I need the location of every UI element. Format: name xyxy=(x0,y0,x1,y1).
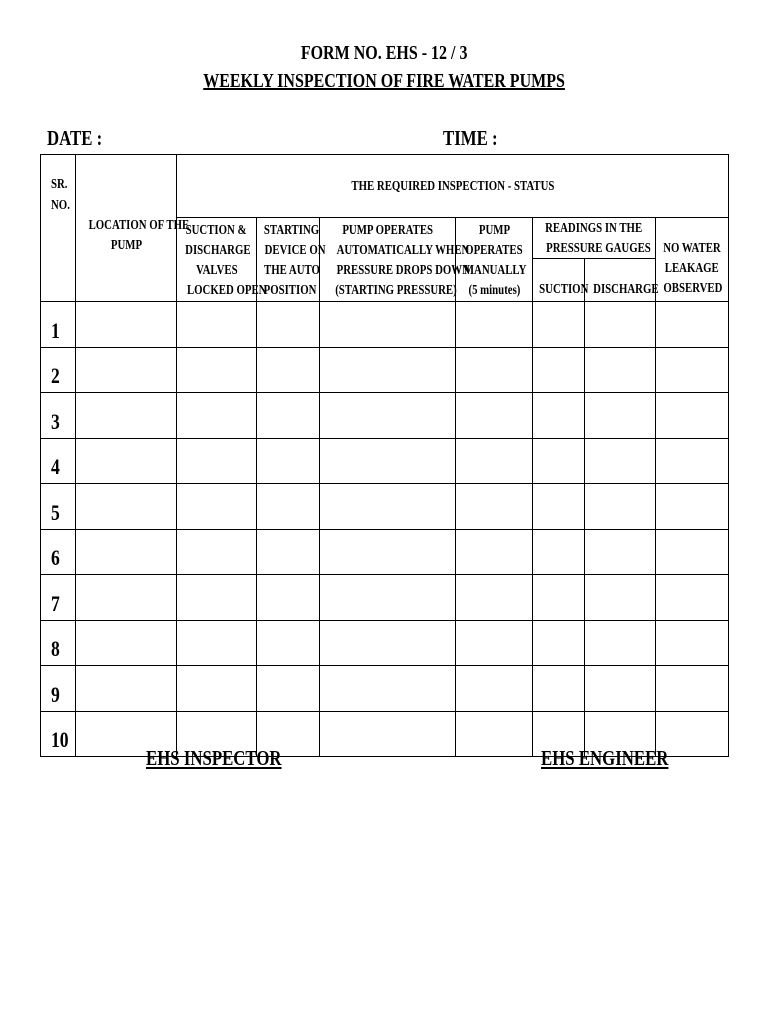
starting-device-cell[interactable] xyxy=(257,620,320,666)
valves-cell[interactable] xyxy=(177,347,257,393)
table-row xyxy=(41,484,729,530)
date-label: DATE : xyxy=(47,126,103,150)
suction-cell[interactable] xyxy=(533,620,585,666)
discharge-cell[interactable] xyxy=(585,347,656,393)
row-number: 10 xyxy=(41,711,76,757)
valves-cell[interactable] xyxy=(177,575,257,621)
discharge-cell[interactable] xyxy=(585,484,656,530)
form-number: FORM NO. EHS - 12 / 3 xyxy=(300,42,468,64)
leakage-cell[interactable] xyxy=(656,666,729,712)
manual-operation-cell[interactable] xyxy=(456,620,533,666)
starting-device-cell[interactable] xyxy=(257,347,320,393)
location-cell[interactable] xyxy=(76,484,177,530)
auto-operation-cell[interactable] xyxy=(320,302,456,348)
table-row xyxy=(41,666,729,712)
manual-operation-cell[interactable] xyxy=(456,575,533,621)
discharge-cell[interactable] xyxy=(585,666,656,712)
suction-cell[interactable] xyxy=(533,575,585,621)
location-cell[interactable] xyxy=(76,620,177,666)
row-number: 4 xyxy=(41,438,76,484)
row-number: 2 xyxy=(41,347,76,393)
leakage-cell[interactable] xyxy=(656,529,729,575)
location-cell[interactable] xyxy=(76,302,177,348)
manual-operation-cell[interactable] xyxy=(456,302,533,348)
starting-device-cell[interactable] xyxy=(257,666,320,712)
location-cell[interactable] xyxy=(76,575,177,621)
auto-operation-cell[interactable] xyxy=(320,438,456,484)
discharge-cell[interactable] xyxy=(585,438,656,484)
manual-operation-cell[interactable] xyxy=(456,711,533,757)
suction-cell[interactable] xyxy=(533,347,585,393)
location-cell[interactable] xyxy=(76,666,177,712)
location-cell[interactable] xyxy=(76,393,177,439)
location-cell[interactable] xyxy=(76,438,177,484)
starting-device-cell[interactable] xyxy=(257,393,320,439)
manual-operation-cell[interactable] xyxy=(456,529,533,575)
auto-operation-cell[interactable] xyxy=(320,347,456,393)
water-leakage-header: NO WATER LEAKAGE OBSERVED xyxy=(656,218,729,302)
leakage-cell[interactable] xyxy=(656,302,729,348)
table-row xyxy=(41,393,729,439)
auto-operation-cell[interactable] xyxy=(320,529,456,575)
suction-cell[interactable] xyxy=(533,666,585,712)
valves-cell[interactable] xyxy=(177,438,257,484)
manual-operation-cell[interactable] xyxy=(456,438,533,484)
starting-device-cell[interactable] xyxy=(257,529,320,575)
valves-cell[interactable] xyxy=(177,484,257,530)
leakage-cell[interactable] xyxy=(656,575,729,621)
form-title: WEEKLY INSPECTION OF FIRE WATER PUMPS xyxy=(203,70,565,92)
manual-operation-cell[interactable] xyxy=(456,393,533,439)
suction-cell[interactable] xyxy=(533,302,585,348)
starting-device-cell[interactable] xyxy=(257,484,320,530)
auto-operation-cell[interactable] xyxy=(320,575,456,621)
inspection-status-header: THE REQUIRED INSPECTION - STATUS xyxy=(177,155,729,218)
auto-operation-cell[interactable] xyxy=(320,666,456,712)
discharge-cell[interactable] xyxy=(585,620,656,666)
discharge-cell[interactable] xyxy=(585,529,656,575)
row-number: 1 xyxy=(41,302,76,348)
sr-no-header: SR. NO. xyxy=(41,155,76,302)
leakage-cell[interactable] xyxy=(656,438,729,484)
inspection-table xyxy=(40,154,729,757)
valves-cell[interactable] xyxy=(177,620,257,666)
valves-cell[interactable] xyxy=(177,666,257,712)
pump-manual-header: PUMP OPERATES MANUALLY (5 minutes) xyxy=(456,218,533,302)
location-cell[interactable] xyxy=(76,529,177,575)
row-number: 5 xyxy=(41,484,76,530)
row-number: 7 xyxy=(41,575,76,621)
valves-locked-header: SUCTION & DISCHARGE VALVES LOCKED OPEN xyxy=(177,218,257,302)
suction-cell[interactable] xyxy=(533,484,585,530)
leakage-cell[interactable] xyxy=(656,620,729,666)
row-number: 9 xyxy=(41,666,76,712)
row-number: 6 xyxy=(41,529,76,575)
location-cell[interactable] xyxy=(76,347,177,393)
auto-operation-cell[interactable] xyxy=(320,393,456,439)
pump-auto-header: PUMP OPERATES AUTOMATICALLY WHEN PRESSURE DROPS DOWN (STARTING PRESSURE) xyxy=(320,218,456,302)
table-row xyxy=(41,438,729,484)
leakage-cell[interactable] xyxy=(656,347,729,393)
suction-cell[interactable] xyxy=(533,393,585,439)
time-label: TIME : xyxy=(443,126,498,150)
leakage-cell[interactable] xyxy=(656,393,729,439)
valves-cell[interactable] xyxy=(177,302,257,348)
auto-operation-cell[interactable] xyxy=(320,711,456,757)
ehs-inspector-signature: EHS INSPECTOR xyxy=(146,746,282,770)
discharge-cell[interactable] xyxy=(585,302,656,348)
discharge-cell[interactable] xyxy=(585,393,656,439)
table-row xyxy=(41,302,729,348)
starting-device-cell[interactable] xyxy=(257,575,320,621)
valves-cell[interactable] xyxy=(177,393,257,439)
manual-operation-cell[interactable] xyxy=(456,484,533,530)
leakage-cell[interactable] xyxy=(656,484,729,530)
starting-device-cell[interactable] xyxy=(257,438,320,484)
starting-device-cell[interactable] xyxy=(257,302,320,348)
row-number: 3 xyxy=(41,393,76,439)
discharge-cell[interactable] xyxy=(585,575,656,621)
auto-operation-cell[interactable] xyxy=(320,484,456,530)
ehs-engineer-signature: EHS ENGINEER xyxy=(541,746,669,770)
starting-device-header: STARTING DEVICE ON THE AUTO POSITION xyxy=(257,218,320,302)
pressure-gauges-header: READINGS IN THE PRESSURE GAUGES xyxy=(533,218,656,259)
row-number: 8 xyxy=(41,620,76,666)
table-row xyxy=(41,575,729,621)
table-row xyxy=(41,620,729,666)
suction-cell[interactable] xyxy=(533,438,585,484)
valves-cell[interactable] xyxy=(177,529,257,575)
auto-operation-cell[interactable] xyxy=(320,620,456,666)
location-header: LOCATION OF THE PUMP xyxy=(76,155,177,302)
suction-header: SUCTION xyxy=(533,259,585,302)
suction-cell[interactable] xyxy=(533,529,585,575)
manual-operation-cell[interactable] xyxy=(456,666,533,712)
manual-operation-cell[interactable] xyxy=(456,347,533,393)
discharge-header: DISCHARGE xyxy=(585,259,656,302)
table-row xyxy=(41,347,729,393)
table-row xyxy=(41,529,729,575)
